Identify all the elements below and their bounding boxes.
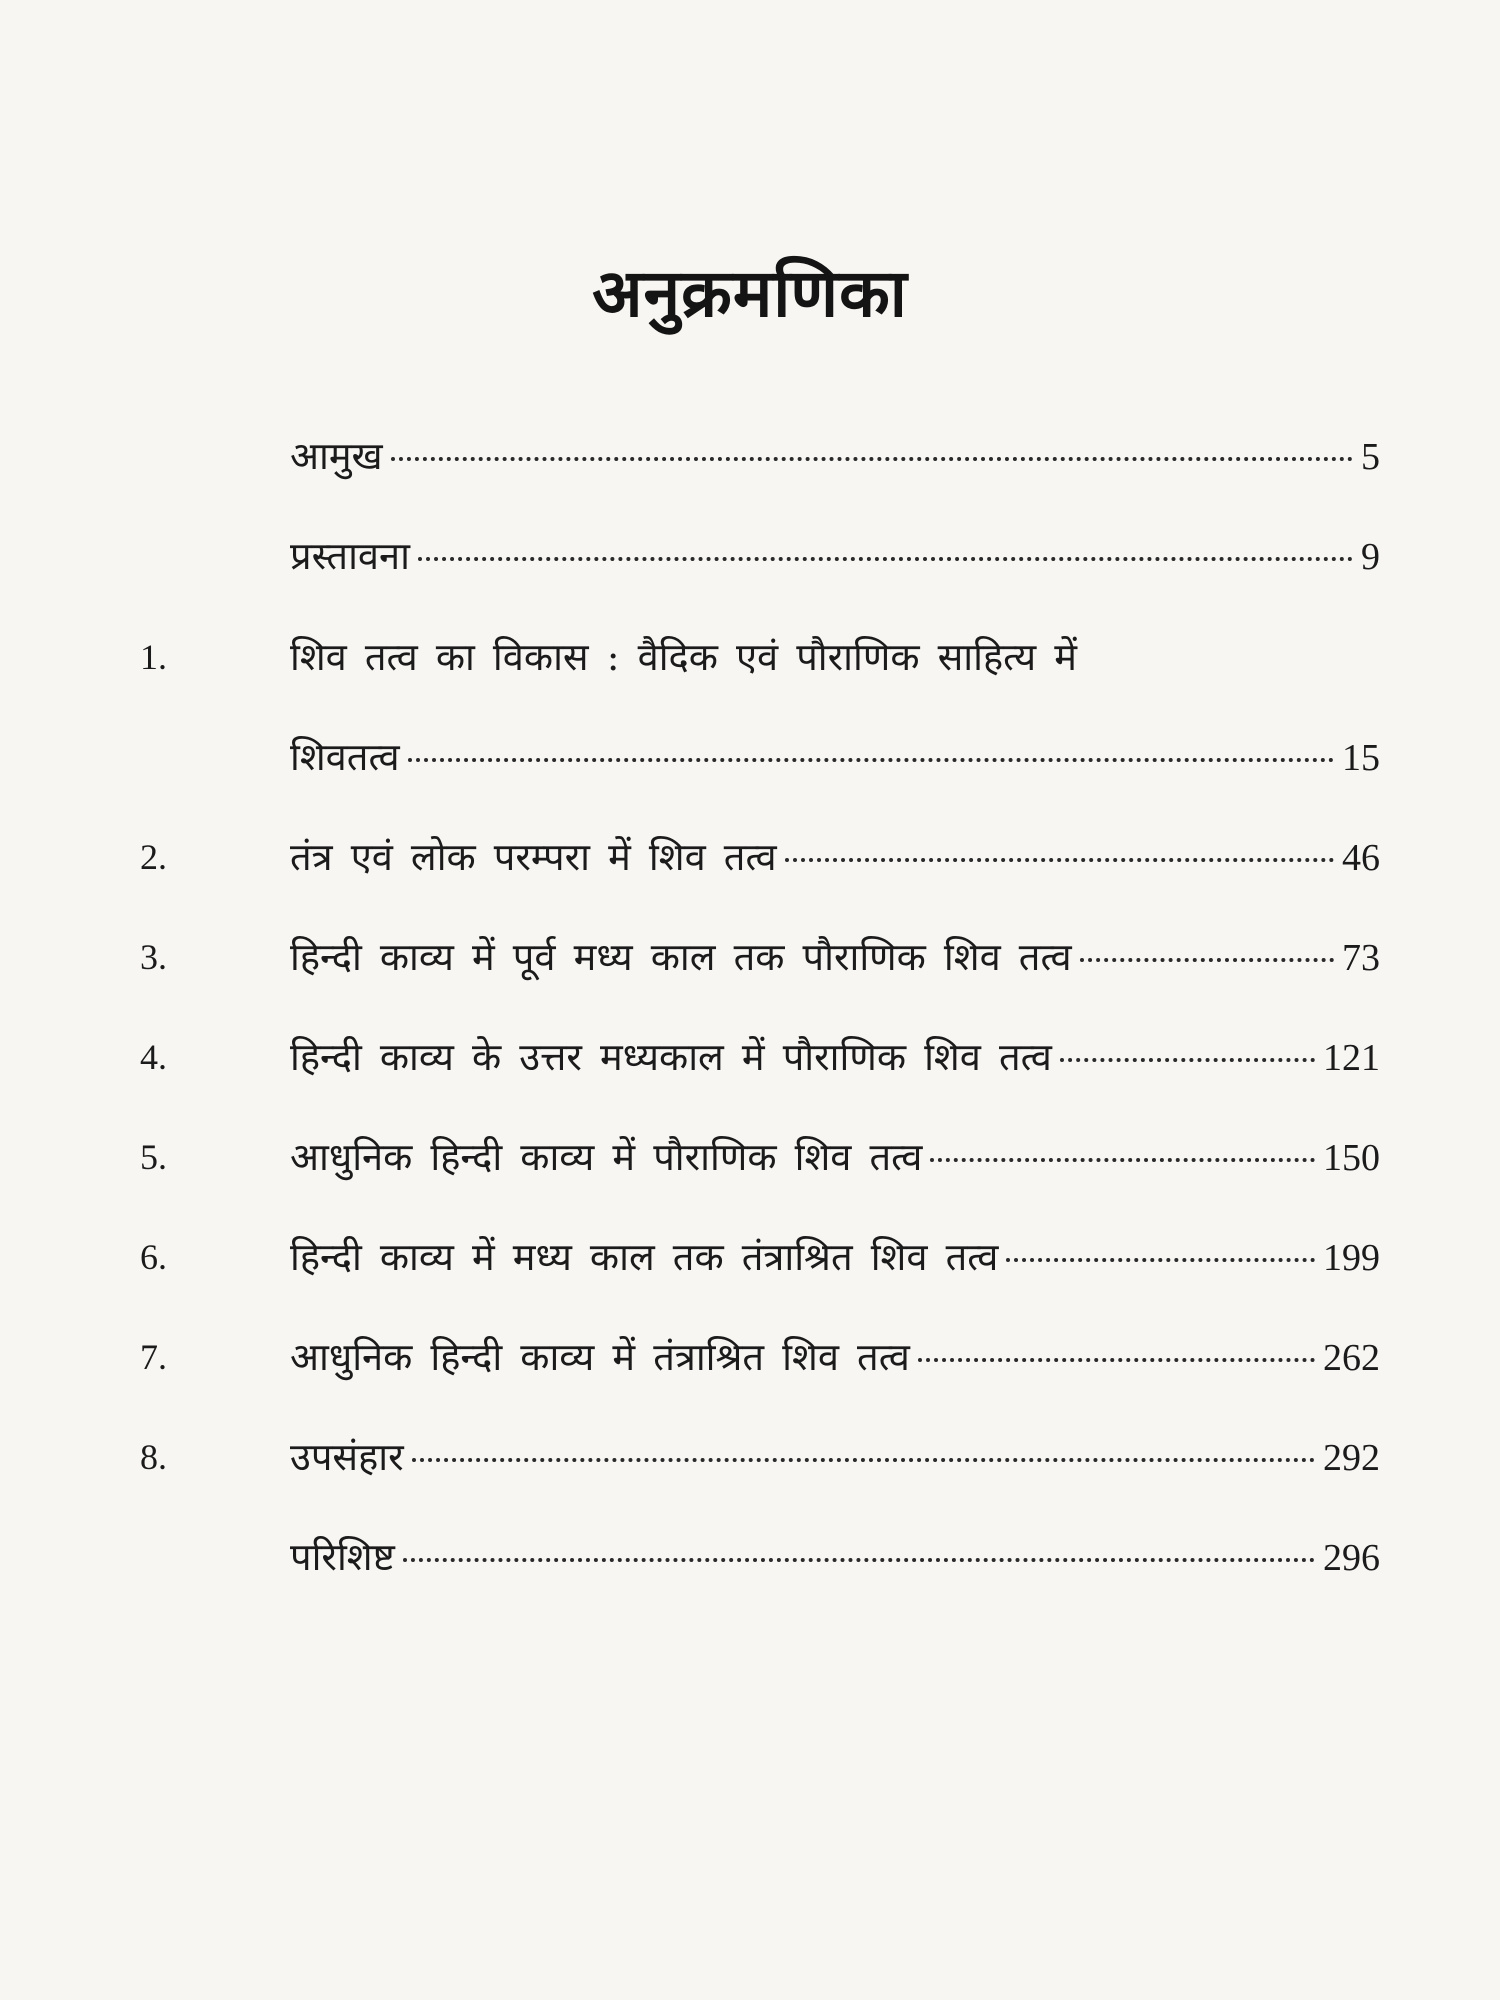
toc-entry-chapter-8 — [140, 1425, 1380, 1489]
toc-entry-page: 199 — [1323, 1237, 1380, 1279]
toc-entry-page: 46 — [1342, 837, 1380, 879]
toc-entry-preface — [140, 424, 1380, 488]
dot-leader — [391, 457, 1353, 461]
toc-entry-chapter-5 — [140, 1125, 1380, 1189]
dot-leader — [408, 758, 1334, 762]
toc-entry-chapter-6 — [140, 1225, 1380, 1289]
dot-leader — [418, 557, 1353, 561]
toc-entry-chapter-2 — [140, 825, 1380, 889]
toc-entry-label: हिन्दी काव्य के उत्तर मध्यकाल में पौराणिक शिव तत्व — [290, 1035, 1052, 1079]
dot-leader — [412, 1458, 1315, 1462]
page-title: अनुक्रमणिका — [592, 255, 908, 332]
toc-entry-label-continued: शिवतत्व — [290, 735, 400, 779]
toc-entry-introduction — [140, 524, 1380, 588]
dot-leader — [1006, 1258, 1315, 1262]
toc-entry-page: 262 — [1323, 1337, 1380, 1379]
dot-leader — [1080, 958, 1334, 962]
toc-entry-number: 7. — [140, 1337, 167, 1377]
toc-entry-label: आधुनिक हिन्दी काव्य में पौराणिक शिव तत्व — [290, 1135, 923, 1179]
toc-entry-number: 8. — [140, 1437, 167, 1477]
dot-leader — [785, 858, 1334, 862]
toc-entry-chapter-7 — [140, 1325, 1380, 1389]
toc-entry-number: 1. — [140, 637, 167, 677]
toc-entry-chapter-1-continued — [140, 725, 1380, 789]
toc-entry-page: 9 — [1361, 536, 1380, 578]
toc-entry-appendix — [140, 1525, 1380, 1589]
toc-entry-number: 2. — [140, 837, 167, 877]
toc-entry-chapter-3 — [140, 925, 1380, 989]
toc-entry-label: परिशिष्ट — [290, 1535, 395, 1579]
toc-entry-label: उपसंहार — [290, 1435, 404, 1479]
toc-entry-label: तंत्र एवं लोक परम्परा में शिव तत्व — [290, 835, 777, 879]
toc-entry-chapter-1 — [140, 625, 1380, 689]
toc-entry-label: शिव तत्व का विकास : वैदिक एवं पौराणिक साहित्य में — [290, 635, 1078, 679]
toc-entry-page: 296 — [1323, 1537, 1380, 1579]
toc-entry-page: 121 — [1323, 1037, 1380, 1079]
toc-entry-chapter-4 — [140, 1025, 1380, 1089]
toc-entry-number: 4. — [140, 1037, 167, 1077]
toc-entry-label: प्रस्तावना — [290, 534, 410, 578]
toc-entry-page: 292 — [1323, 1437, 1380, 1479]
toc-entry-number: 3. — [140, 937, 167, 977]
toc-entry-label: हिन्दी काव्य में पूर्व मध्य काल तक पौराणिक शिव तत्व — [290, 935, 1072, 979]
toc-entry-label: हिन्दी काव्य में मध्य काल तक तंत्राश्रित शिव तत्व — [290, 1235, 999, 1279]
dot-leader — [1060, 1058, 1315, 1062]
dot-leader — [918, 1358, 1315, 1362]
toc-entry-page: 150 — [1323, 1137, 1380, 1179]
toc-entry-page: 73 — [1342, 937, 1380, 979]
toc-entry-page: 5 — [1361, 436, 1380, 478]
toc-entry-number: 5. — [140, 1137, 167, 1177]
toc-entry-label: आधुनिक हिन्दी काव्य में तंत्राश्रित शिव तत्व — [290, 1335, 910, 1379]
toc-entry-number: 6. — [140, 1237, 167, 1277]
dot-leader — [930, 1158, 1315, 1162]
dot-leader — [403, 1558, 1315, 1562]
toc-entry-label: आमुख — [290, 434, 383, 478]
toc-entry-page: 15 — [1342, 737, 1380, 779]
